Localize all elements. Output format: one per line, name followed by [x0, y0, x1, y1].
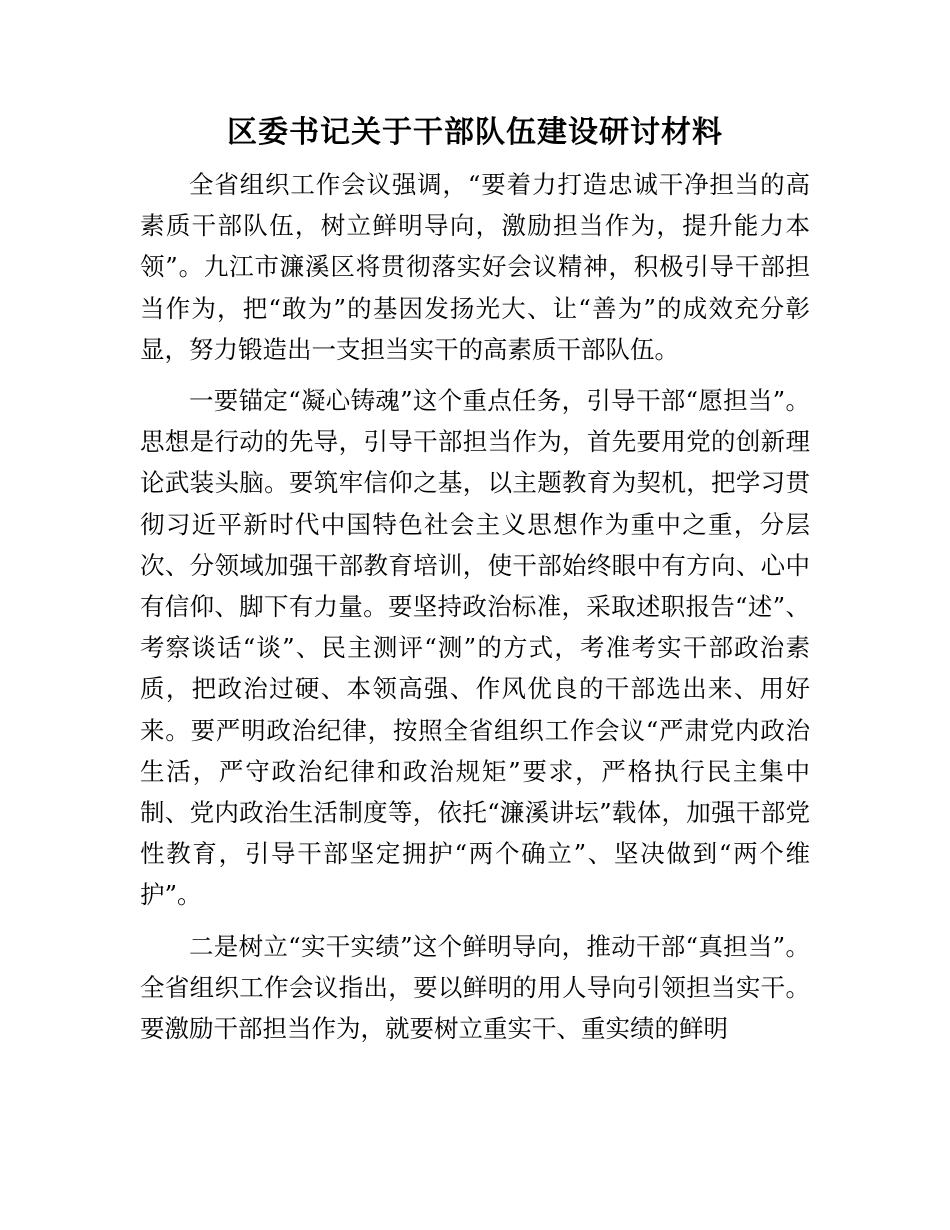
paragraph-first-point: 一要锚定“凝心铸魂”这个重点任务，引导干部“愿担当”。思想是行动的先导，引导干部担当作为，首先要用党的创新理论武装头脑。要筑牢信仰之基，以主题教育为契机，把学习贯彻习近平新时代中国特色社会主义思想作为重中之重，分层次、分领域加强干部教育培训，使干部始终眼中有方向、心中有信仰、脚下有力量。要坚持政治标准，采取述职报告“述”、考察谈话“谈”、民主测评“测”的方式，考准考实干部政治素质，把政治过硬、本领高强、作风优良的干部选出来、用好来。要严明政治纪律，按照全省组织工作会议“严肃党内政治生活，严守政治纪律和政治规矩”要求，严格执行民主集中制、党内政治生活制度等，依托“濂溪讲坛”载体，加强干部党性教育，引导干部坚定拥护“两个确立”、坚决做到“两个维护”。 — [140, 386, 810, 910]
paragraph-second-point: 二是树立“实干实绩”这个鲜明导向，推动干部“真担当”。全省组织工作会议指出，要以鲜明的用人导向引领担当实干。要激励干部担当作为，就要树立重实干、重实绩的鲜明 — [140, 931, 810, 1044]
paragraph-intro: 全省组织工作会议强调，“要着力打造忠诚干净担当的高素质干部队伍，树立鲜明导向，激励担当作为，提升能力本领”。九江市濂溪区将贯彻落实好会议精神，积极引导干部担当作为，把“敢为”的基因发扬光大、让“善为”的成效充分彰显，努力锻造出一支担当实干的高素质干部队伍。 — [140, 170, 810, 364]
document-title: 区委书记关于干部队伍建设研讨材料 — [227, 115, 723, 150]
document-body — [140, 164, 810, 1059]
